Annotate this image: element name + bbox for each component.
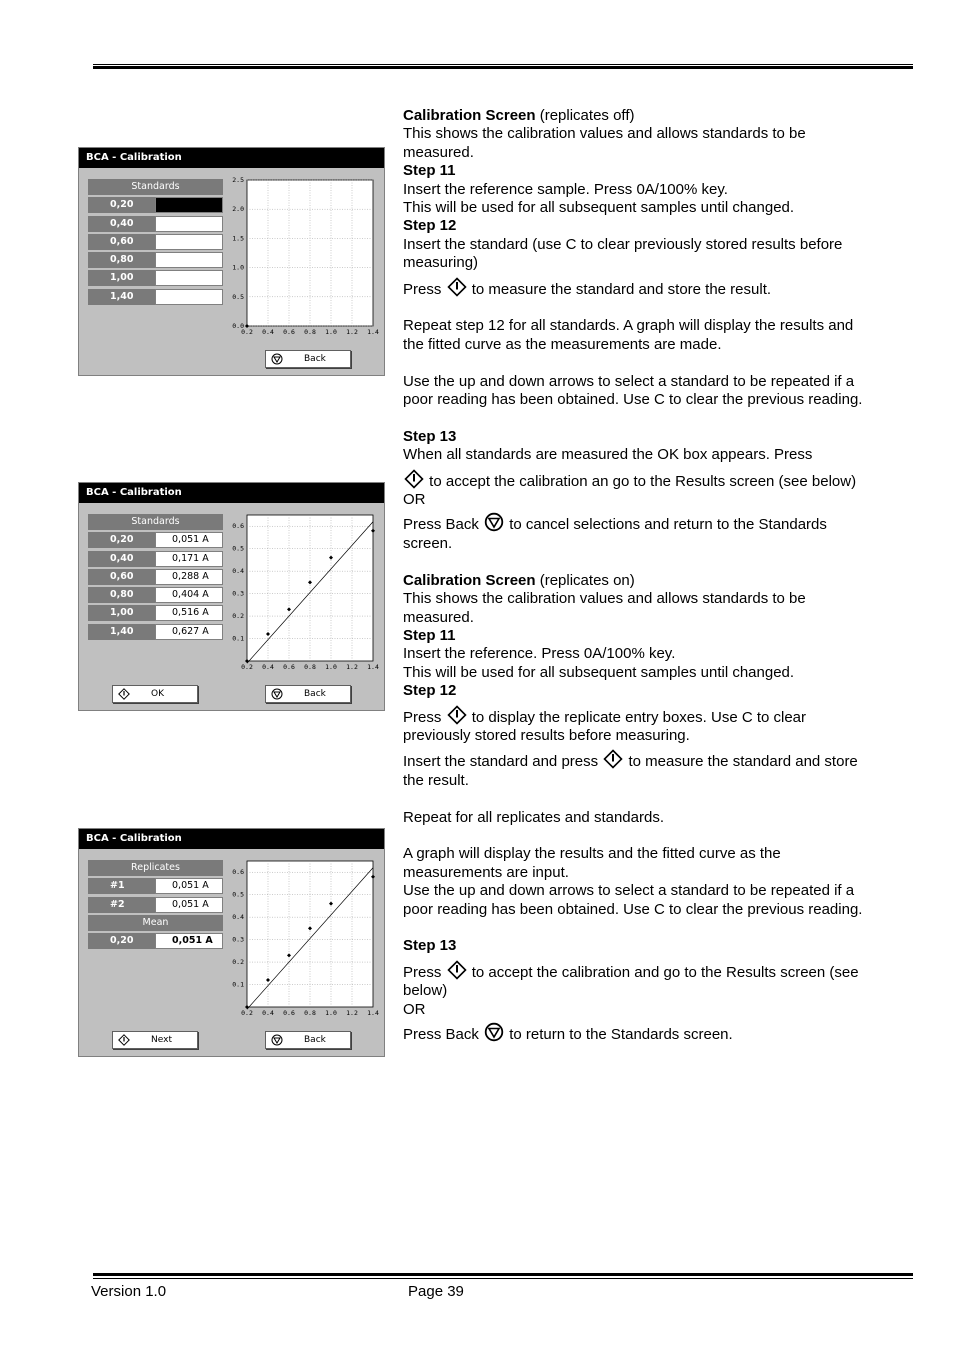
paragraph bbox=[403, 960, 873, 1001]
replicates-header: Replicates bbox=[88, 860, 223, 876]
screen-title: BCA - Calibration bbox=[79, 148, 384, 168]
row-label: 0,20 bbox=[88, 197, 155, 213]
step-heading: Step 13 bbox=[403, 937, 457, 955]
heading-bold: Calibration Screen bbox=[403, 107, 536, 124]
text-run: Insert the standard and press bbox=[403, 753, 599, 771]
mean-row bbox=[88, 933, 223, 949]
paragraph: OR bbox=[403, 1000, 426, 1018]
paragraph bbox=[403, 469, 873, 491]
ok-button[interactable] bbox=[112, 685, 198, 703]
row-value[interactable]: 0,288 A bbox=[155, 569, 223, 585]
paragraph bbox=[403, 749, 873, 790]
row-label: 0,40 bbox=[88, 551, 155, 567]
row-label: 0,20 bbox=[88, 933, 155, 949]
paragraph: Use the up and down arrows to select a standard to be repeated if a poor reading has been obtained. Use C to clear the previous reading. bbox=[403, 372, 863, 409]
calibration-screen-results bbox=[78, 482, 385, 711]
table-row[interactable] bbox=[88, 216, 223, 232]
y-tick-label: 0.5 bbox=[232, 544, 244, 553]
text-run: to cancel selections and return to the Standards screen. bbox=[403, 516, 827, 552]
row-label: 0,20 bbox=[88, 532, 155, 548]
text-run: to accept the calibration and go to the Results screen (see below) bbox=[403, 963, 859, 1000]
paragraph: Insert the standard (use C to clear previously stored results before measuring) bbox=[403, 235, 843, 272]
paragraph: Insert the reference. Press 0A/100% key. bbox=[403, 645, 676, 663]
x-tick-label: 0.2 bbox=[241, 663, 253, 671]
x-tick-label: 0.6 bbox=[283, 328, 295, 336]
paragraph bbox=[403, 705, 873, 746]
y-tick-label: 0.6 bbox=[232, 522, 244, 531]
x-tick-label: 0.4 bbox=[262, 328, 274, 336]
instructions-text bbox=[403, 107, 873, 1044]
row-label: 0,60 bbox=[88, 234, 155, 250]
section-heading-replicates-off bbox=[403, 107, 873, 125]
x-tick-label: 1.4 bbox=[367, 328, 379, 336]
row-value[interactable] bbox=[155, 252, 223, 268]
row-label: 0,80 bbox=[88, 587, 155, 603]
y-tick-label: 2.5 bbox=[232, 176, 244, 184]
table-row[interactable] bbox=[88, 624, 223, 640]
paragraph: Use the up and down arrows to select a standard to be repeated if a poor reading has been obtained. Use C to clear the previous reading. bbox=[403, 882, 863, 918]
text-run: to measure the standard and store the result. bbox=[403, 753, 858, 789]
row-value[interactable] bbox=[155, 270, 223, 286]
y-tick-label: 1.0 bbox=[232, 263, 244, 272]
x-tick-label: 1.4 bbox=[367, 1009, 379, 1017]
back-icon bbox=[271, 688, 283, 700]
text-run: to display the replicate entry boxes. Use C to clear previously stored results before measuring. bbox=[403, 708, 807, 744]
row-value[interactable]: 0,051 A bbox=[155, 878, 223, 894]
text-run: to accept the calibration an go to the Results screen (see below) bbox=[429, 472, 857, 490]
mean-header: Mean bbox=[88, 915, 223, 931]
next-button[interactable] bbox=[112, 1031, 198, 1049]
paragraph bbox=[403, 277, 873, 299]
text-run: Press Back bbox=[403, 1025, 479, 1043]
calibration-graph bbox=[227, 857, 377, 1022]
table-row[interactable] bbox=[88, 878, 223, 894]
standards-header: Standards bbox=[88, 514, 223, 530]
back-button[interactable] bbox=[265, 350, 351, 368]
table-row[interactable] bbox=[88, 897, 223, 913]
row-value[interactable]: 0,051 A bbox=[155, 532, 223, 548]
paragraph: Insert the reference sample. Press 0A/100% key. bbox=[403, 180, 728, 198]
x-tick-label: 1.4 bbox=[367, 663, 379, 671]
back-icon bbox=[484, 1022, 504, 1042]
calibration-graph bbox=[227, 176, 377, 341]
paragraph: A graph will display the results and the fitted curve as the measurements are input. bbox=[403, 845, 781, 881]
x-tick-label: 0.6 bbox=[283, 1009, 295, 1017]
row-label: 1,40 bbox=[88, 289, 155, 305]
row-label: 0,40 bbox=[88, 216, 155, 232]
row-value[interactable]: 0,404 A bbox=[155, 587, 223, 603]
row-label: #2 bbox=[88, 897, 155, 913]
replicates-table bbox=[88, 860, 223, 951]
back-icon bbox=[484, 512, 504, 532]
enter-icon bbox=[603, 749, 623, 769]
paragraph: Repeat step 12 for all standards. A graph will display the results and the fitted curve as the measurements are made. bbox=[403, 317, 854, 353]
table-row[interactable] bbox=[88, 270, 223, 286]
back-button[interactable] bbox=[265, 1031, 351, 1049]
y-tick-label: 0.5 bbox=[232, 890, 244, 899]
paragraph: This shows the calibration values and allows standards to be measured. bbox=[403, 590, 806, 626]
table-row[interactable] bbox=[88, 569, 223, 585]
x-tick-label: 1.0 bbox=[325, 663, 337, 671]
paragraph bbox=[403, 1022, 873, 1044]
x-tick-label: 1.2 bbox=[346, 1009, 358, 1017]
y-tick-label: 0.5 bbox=[232, 292, 244, 301]
paragraph: When all standards are measured the OK box appears. Press bbox=[403, 446, 813, 464]
row-value[interactable] bbox=[155, 289, 223, 305]
x-tick-label: 0.2 bbox=[241, 1009, 253, 1017]
x-tick-label: 1.0 bbox=[325, 1009, 337, 1017]
header-rule-thin bbox=[93, 64, 913, 65]
row-value[interactable] bbox=[155, 216, 223, 232]
row-label: 1,00 bbox=[88, 605, 155, 621]
step-heading: Step 12 bbox=[403, 217, 457, 235]
paragraph: This shows the calibration values and allows standards to be measured. bbox=[403, 125, 806, 161]
enter-icon bbox=[118, 688, 130, 700]
mean-value: 0,051 A bbox=[155, 933, 223, 949]
text-run: to return to the Standards screen. bbox=[509, 1025, 733, 1043]
row-label: 0,60 bbox=[88, 569, 155, 585]
table-row[interactable] bbox=[88, 197, 223, 213]
text-run: Press Back bbox=[403, 516, 479, 534]
next-button-label: Next bbox=[151, 1035, 172, 1045]
back-button-label: Back bbox=[304, 1035, 326, 1045]
standards-table bbox=[88, 514, 223, 642]
row-value-selected[interactable] bbox=[155, 197, 223, 213]
back-button-label: Back bbox=[304, 689, 326, 699]
x-tick-label: 0.8 bbox=[304, 663, 316, 671]
text-run: Press bbox=[403, 708, 442, 726]
heading-bold: Calibration Screen bbox=[403, 571, 536, 589]
back-icon bbox=[271, 353, 283, 365]
x-tick-label: 1.0 bbox=[325, 328, 337, 336]
row-label: #1 bbox=[88, 878, 155, 894]
y-tick-label: 0.1 bbox=[232, 980, 244, 989]
enter-icon bbox=[404, 469, 424, 489]
table-row[interactable] bbox=[88, 551, 223, 567]
step-heading: Step 11 bbox=[403, 626, 456, 644]
paragraph: This will be used for all subsequent samples until changed. bbox=[403, 199, 795, 217]
y-tick-label: 0.2 bbox=[232, 958, 244, 967]
row-label: 1,40 bbox=[88, 624, 155, 640]
y-tick-label: 0.4 bbox=[232, 567, 244, 576]
footer-page-number: Page 39 bbox=[408, 1283, 464, 1300]
calibration-screen-replicates-on bbox=[78, 828, 385, 1057]
header-rule-thick bbox=[93, 66, 913, 69]
footer-version: Version 1.0 bbox=[91, 1283, 167, 1300]
footer-rule-thin bbox=[93, 1278, 913, 1279]
x-tick-label: 0.6 bbox=[283, 663, 295, 671]
row-value[interactable] bbox=[155, 234, 223, 250]
y-tick-label: 0.2 bbox=[232, 612, 244, 621]
row-value[interactable]: 0,051 A bbox=[155, 897, 223, 913]
standards-header: Standards bbox=[88, 179, 223, 195]
row-label: 1,00 bbox=[88, 270, 155, 286]
y-tick-label: 0.4 bbox=[232, 913, 244, 922]
y-tick-label: 0.3 bbox=[232, 935, 244, 944]
y-tick-label: 0.1 bbox=[232, 634, 244, 643]
row-value[interactable]: 0,171 A bbox=[155, 551, 223, 567]
x-tick-label: 1.2 bbox=[346, 328, 358, 336]
footer-rule-thick bbox=[93, 1273, 913, 1276]
back-button[interactable] bbox=[265, 685, 351, 703]
x-tick-label: 0.4 bbox=[262, 663, 274, 671]
enter-icon bbox=[447, 960, 467, 980]
y-tick-label: 2.0 bbox=[232, 205, 244, 214]
y-tick-label: 0.6 bbox=[232, 868, 244, 877]
enter-icon bbox=[447, 705, 467, 725]
paragraph: This will be used for all subsequent samples until changed. bbox=[403, 663, 795, 681]
text-run: to measure the standard and store the result. bbox=[471, 280, 772, 298]
heading-rest: (replicates on) bbox=[535, 571, 635, 589]
section-heading-replicates-on bbox=[403, 572, 873, 590]
enter-icon bbox=[118, 1034, 130, 1046]
text-run: Press bbox=[403, 963, 442, 981]
enter-icon bbox=[447, 277, 467, 297]
text-run: Press bbox=[403, 280, 442, 298]
back-icon bbox=[271, 1034, 283, 1046]
y-tick-label: 0.0 bbox=[232, 322, 244, 330]
step-heading: Step 13 bbox=[403, 427, 457, 445]
screen-title: BCA - Calibration bbox=[79, 829, 384, 849]
table-row[interactable] bbox=[88, 587, 223, 603]
row-value[interactable]: 0,627 A bbox=[155, 624, 223, 640]
paragraph: Repeat for all replicates and standards. bbox=[403, 808, 664, 826]
x-tick-label: 0.8 bbox=[304, 328, 316, 336]
paragraph: OR bbox=[403, 491, 426, 509]
table-row[interactable] bbox=[88, 605, 223, 621]
calibration-graph bbox=[227, 511, 377, 676]
table-row[interactable] bbox=[88, 252, 223, 268]
row-value[interactable]: 0,516 A bbox=[155, 605, 223, 621]
row-label: 0,80 bbox=[88, 252, 155, 268]
table-row[interactable] bbox=[88, 532, 223, 548]
x-tick-label: 1.2 bbox=[346, 663, 358, 671]
calibration-screen-replicates-off bbox=[78, 147, 385, 376]
step-heading: Step 12 bbox=[403, 682, 457, 700]
step-heading: Step 11 bbox=[403, 162, 456, 180]
x-tick-label: 0.2 bbox=[241, 328, 253, 336]
y-tick-label: 1.5 bbox=[232, 234, 244, 243]
heading-rest: (replicates off) bbox=[535, 107, 635, 124]
table-row[interactable] bbox=[88, 289, 223, 305]
back-button-label: Back bbox=[304, 354, 326, 364]
x-tick-label: 0.8 bbox=[304, 1009, 316, 1017]
paragraph bbox=[403, 512, 873, 553]
table-row[interactable] bbox=[88, 234, 223, 250]
ok-button-label: OK bbox=[151, 689, 164, 699]
y-tick-label: 0.3 bbox=[232, 589, 244, 598]
screen-title: BCA - Calibration bbox=[79, 483, 384, 503]
x-tick-label: 0.4 bbox=[262, 1009, 274, 1017]
standards-table bbox=[88, 179, 223, 307]
